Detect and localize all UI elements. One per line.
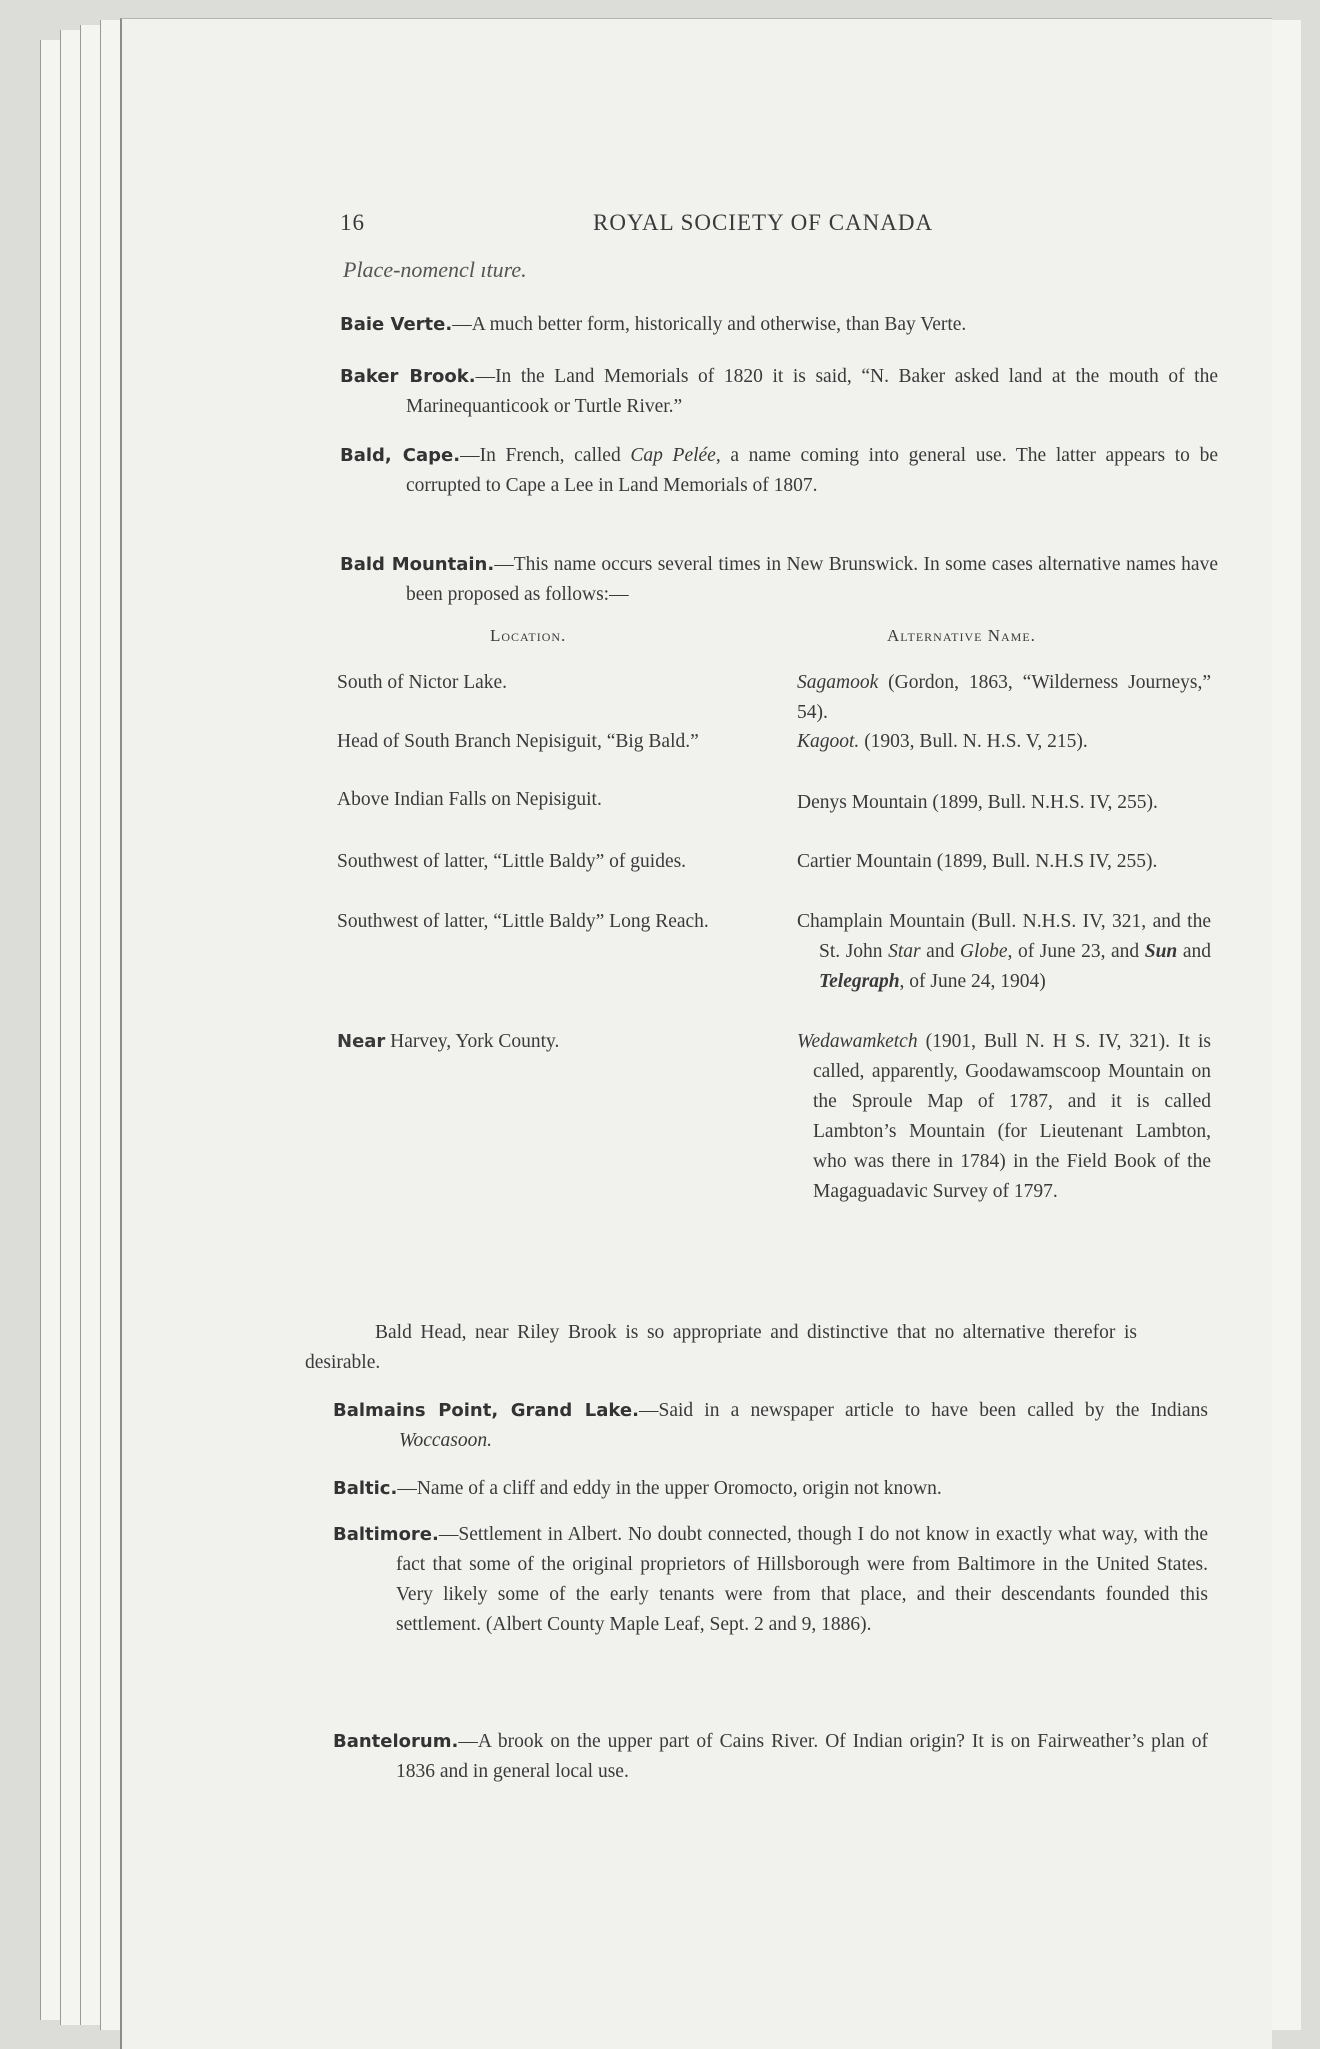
- alt-italic: Telegraph: [819, 971, 900, 992]
- entry-bald-cape: [340, 441, 1218, 501]
- alt-italic: Sun: [1144, 941, 1178, 962]
- entry-term: Baltic.: [333, 1478, 398, 1499]
- table-row-location: Above Indian Falls on Nepisiguit.: [337, 789, 602, 810]
- entry-term: Balmains Point, Grand Lake.: [333, 1400, 639, 1421]
- entry-term: Baker Brook.: [340, 366, 476, 387]
- entry-text: —A brook on the upper part of Cains River. Of Indian origin? It is on Fairweather’s plan of 1836 and in general local use.: [396, 1731, 1208, 1782]
- entry-text: —A much better form, historically and otherwise, than Bay Verte.: [452, 314, 967, 335]
- column-header-location: Location.: [490, 626, 567, 645]
- alt-italic: Star: [888, 941, 921, 962]
- loc-bold: Near: [337, 1031, 386, 1052]
- entry-text: —Settlement in Albert. No doubt connected, though I do not know in exactly what way, with the fact that some of the original proprietors of Hillsborough were from Baltimore in the United States. Very likely some of the early tenants were from that place, and their descendants founded this settlement. (Albert County Maple Leaf, Sept. 2 and 9, 1886).: [396, 1524, 1208, 1635]
- entry-baker-brook: [340, 362, 1218, 422]
- entry-baltimore: [333, 1520, 1208, 1640]
- section-subtitle: Place-nomencl ıture.: [343, 257, 527, 282]
- table-row-location: Southwest of latter, “Little Baldy” Long Reach.: [337, 911, 709, 932]
- table-row-location: [337, 1027, 762, 1057]
- running-title: ROYAL SOCIETY OF CANADA: [593, 210, 934, 235]
- entry-text: , a name coming into general use. The latter appears to be corrupted to Cape a Lee in Land Memorials of 1807.: [406, 445, 1218, 496]
- entry-baltic: [333, 1474, 1208, 1504]
- entry-bantelorum: [333, 1727, 1208, 1787]
- table-row-alternative: [797, 1027, 1211, 1207]
- entry-text: —In French, called: [460, 445, 631, 466]
- entry-text: —Name of a cliff and eddy in the upper Oromocto, origin not known.: [397, 1478, 942, 1499]
- table-row-alternative: Cartier Mountain (1899, Bull. N.H.S IV, 255).: [797, 851, 1158, 872]
- alt-italic: Wedawamketch: [797, 1031, 918, 1052]
- alt-italic: Globe: [959, 941, 1008, 962]
- alt-text: Champlain Mountain (Bull. N.H.S. IV, 321, and the St. John: [797, 911, 1211, 962]
- alt-text: and: [1177, 941, 1211, 962]
- table-row-alternative: [797, 668, 1211, 728]
- entry-baie-verte: [340, 310, 1218, 340]
- alt-italic: Kagoot.: [797, 731, 860, 752]
- table-row-alternative: Denys Mountain (1899, Bull. N.H.S. IV, 255).: [797, 792, 1158, 813]
- entry-term: Bald Mountain.: [340, 554, 495, 575]
- alt-text: , of June 23, and: [1007, 941, 1145, 962]
- table-row-location: South of Nictor Lake.: [337, 672, 508, 693]
- loc-text: Harvey, York County.: [385, 1031, 560, 1052]
- entry-italic: Cap Pelée: [630, 445, 716, 466]
- entry-text: —Said in a newspaper article to have been called by the Indians: [638, 1400, 1208, 1421]
- alt-text: (Gordon, 1863, “Wilderness Journeys,” 54).: [797, 672, 1211, 723]
- entry-bald-mountain: [340, 550, 1218, 610]
- table-row-alternative: [797, 907, 1211, 997]
- table-row-alternative: [797, 727, 1211, 757]
- entry-term: Baie Verte.: [340, 314, 453, 335]
- table-row-location: Southwest of latter, “Little Baldy” of guides.: [337, 851, 687, 872]
- entry-term: Bald, Cape.: [340, 445, 461, 466]
- alt-italic: Sagamook: [797, 672, 879, 693]
- bald-head-paragraph: Bald Head, near Riley Brook is so appropriate and distinctive that no alternative therefor is desirable.: [305, 1322, 1137, 1373]
- alt-text: (1903, Bull. N. H.S. V, 215).: [859, 731, 1088, 752]
- entry-balmains-point: [333, 1396, 1208, 1456]
- alt-text: (1901, Bull N. H S. IV, 321). It is called, apparently, Goodawamscoop Mountain on the Sproule Map of 1787, and it is called Lambton’s Mountain (for Lieutenant Lambton, who was there in 1784) in the Field Book of the Magaguadavic Survey of 1797.: [813, 1031, 1211, 1202]
- alt-text: and: [920, 941, 960, 962]
- table-row-location: Head of South Branch Nepisiguit, “Big Bald.”: [337, 731, 699, 752]
- alt-text: , of June 24, 1904): [899, 971, 1046, 992]
- entry-text: —This name occurs several times in New Brunswick. In some cases alternative names have been proposed as follows:—: [406, 554, 1218, 605]
- entry-italic: Woccasoon.: [399, 1430, 492, 1451]
- entry-term: Baltimore.: [333, 1524, 439, 1545]
- entry-text: —In the Land Memorials of 1820 it is said, “N. Baker asked land at the mouth of the Marinequanticook or Turtle River.”: [406, 366, 1218, 417]
- column-header-alternative: Alternative Name.: [887, 626, 1036, 645]
- entry-term: Bantelorum.: [333, 1731, 459, 1752]
- page-number: 16: [340, 210, 365, 235]
